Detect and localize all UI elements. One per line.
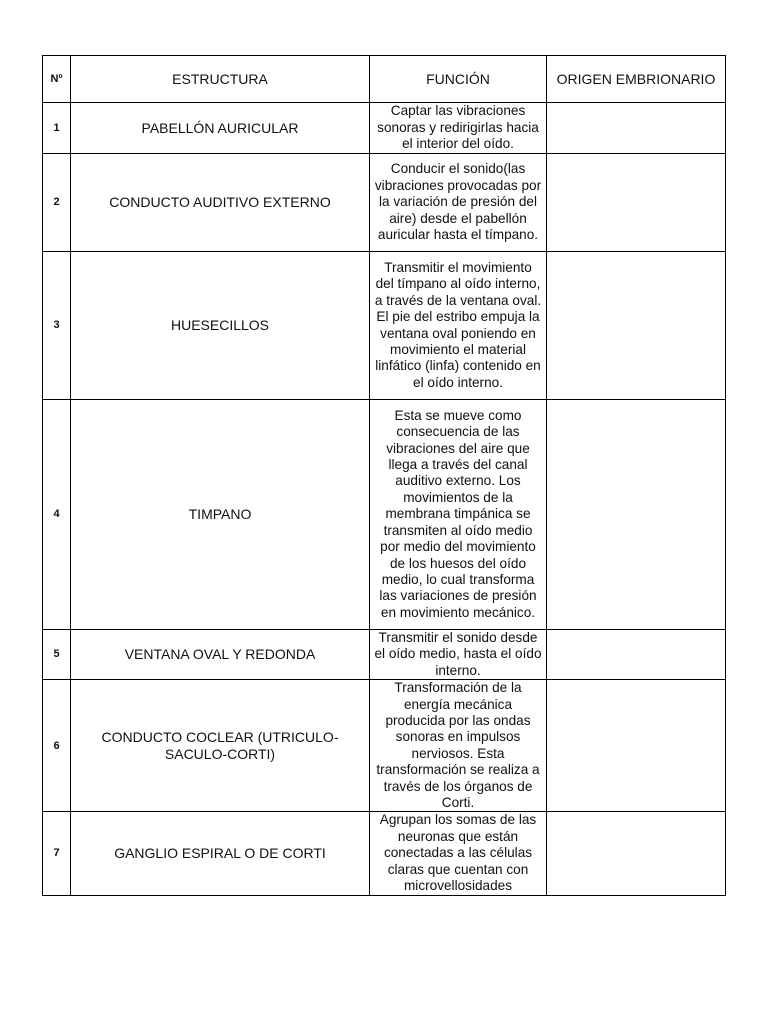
header-estructura: ESTRUCTURA	[71, 56, 370, 103]
row-funcion: Captar las vibraciones sonoras y redirigirlas hacia el interior del oído.	[370, 103, 547, 154]
row-estructura: CONDUCTO COCLEAR (UTRICULO-SACULO-CORTI)	[71, 680, 370, 812]
row-funcion: Conducir el sonido(las vibraciones provocadas por la variación de presión del aire) desde el pabellón auricular hasta el tímpano.	[370, 154, 547, 252]
header-num: Nº	[43, 56, 71, 103]
row-estructura: HUESECILLOS	[71, 252, 370, 400]
row-estructura: VENTANA OVAL Y REDONDA	[71, 630, 370, 680]
row-num: 7	[43, 812, 71, 895]
row-funcion: Transmitir el movimiento del tímpano al oído interno, a través de la ventana oval. El pie del estribo empuja la ventana oval poniendo en movimiento el material linfático (linfa) contenido en el oído interno.	[370, 252, 547, 400]
structures-table	[42, 55, 726, 896]
row-funcion: Agrupan los somas de las neuronas que están conectadas a las células claras que cuentan con microvellosidades	[370, 812, 547, 895]
row-num: 4	[43, 400, 71, 630]
row-num: 3	[43, 252, 71, 400]
row-funcion: Esta se mueve como consecuencia de las vibraciones del aire que llega a través del canal auditivo externo. Los movimientos de la membrana timpánica se transmiten al oído medio por medio del movimiento de los huesos del oído medio, lo cual transforma las variaciones de presión en movimiento mecánico.	[370, 400, 547, 630]
row-estructura: GANGLIO ESPIRAL O DE CORTI	[71, 812, 370, 895]
table-row	[43, 103, 726, 154]
row-origen	[547, 252, 726, 400]
header-origen: ORIGEN EMBRIONARIO	[547, 56, 726, 103]
row-origen	[547, 103, 726, 154]
row-origen	[547, 812, 726, 895]
row-funcion: Transmitir el sonido desde el oído medio, hasta el oído interno.	[370, 630, 547, 680]
row-num: 6	[43, 680, 71, 812]
row-num: 2	[43, 154, 71, 252]
row-origen	[547, 630, 726, 680]
row-origen	[547, 400, 726, 630]
row-estructura: PABELLÓN AURICULAR	[71, 103, 370, 154]
table-row	[43, 630, 726, 680]
header-funcion: FUNCIÓN	[370, 56, 547, 103]
table-row	[43, 680, 726, 812]
row-estructura: CONDUCTO AUDITIVO EXTERNO	[71, 154, 370, 252]
row-origen	[547, 154, 726, 252]
table-row	[43, 252, 726, 400]
row-estructura: TIMPANO	[71, 400, 370, 630]
document-page	[42, 55, 725, 896]
table-row	[43, 400, 726, 630]
table-row	[43, 812, 726, 895]
row-num: 1	[43, 103, 71, 154]
row-num: 5	[43, 630, 71, 680]
table-row	[43, 154, 726, 252]
row-origen	[547, 680, 726, 812]
table-header-row	[43, 56, 726, 103]
row-funcion: Transformación de la energía mecánica producida por las ondas sonoras en impulsos nerviosos. Esta transformación se realiza a través de los órganos de Corti.	[370, 680, 547, 812]
